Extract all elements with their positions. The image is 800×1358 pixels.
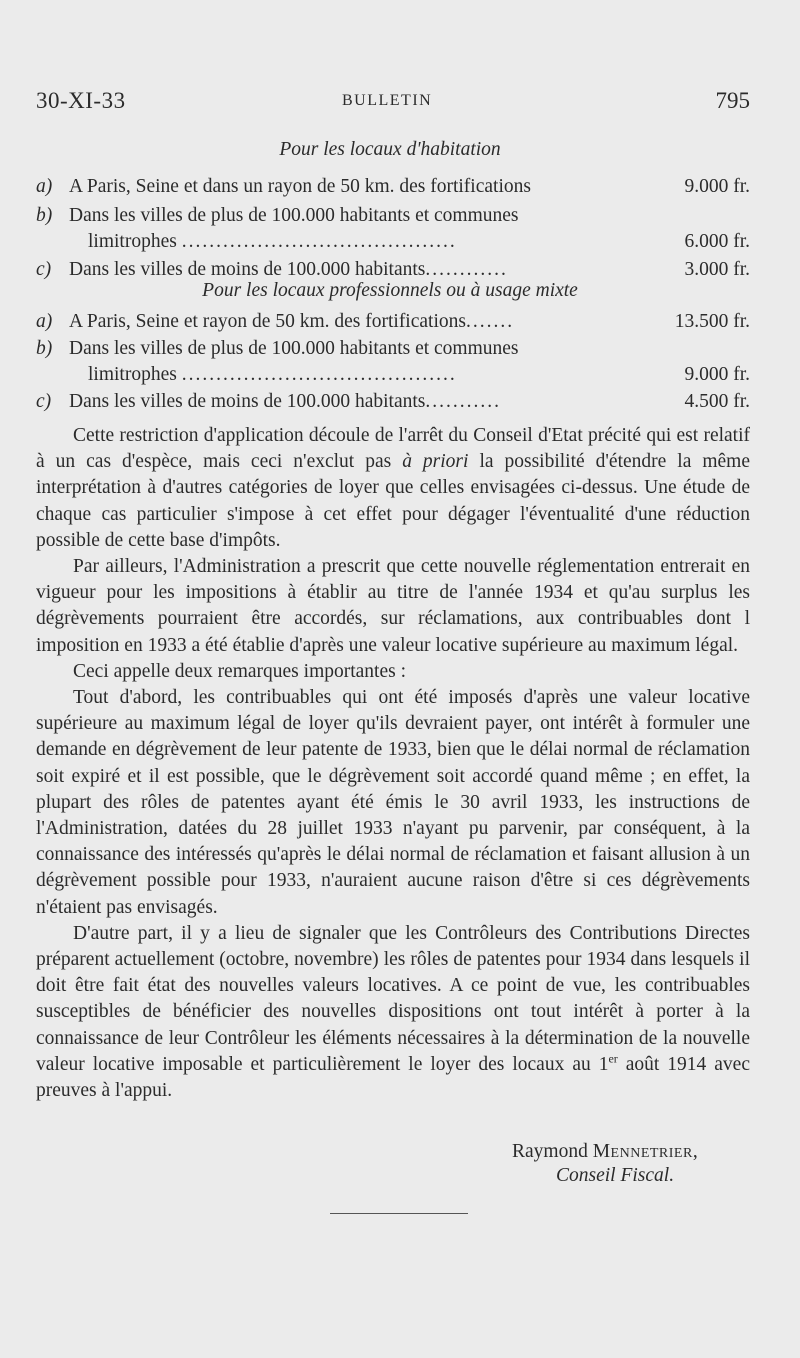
item-text: Dans les villes de moins de 100.000 habitants........... — [69, 391, 501, 412]
item-amount: 3.000 fr. — [684, 259, 750, 280]
item-letter: b) — [36, 205, 53, 226]
item-amount: 9.000 fr. — [684, 364, 750, 385]
item-text: Dans les villes de plus de 100.000 habitants et communes — [69, 338, 519, 359]
paragraph: Ceci appelle deux remarques importantes : — [73, 660, 407, 682]
page-number: 795 — [715, 88, 750, 113]
item-letter: c) — [36, 259, 52, 280]
section-title-habitation: Pour les locaux d'habitation — [279, 139, 501, 160]
item-text: Dans les villes de moins de 100.000 habitants............ — [69, 259, 508, 280]
item-text-continued: limitrophes ........................................ — [88, 364, 457, 385]
dot-leader: ....... — [465, 311, 515, 332]
dot-leader: ........... — [425, 391, 501, 412]
author-name: Raymond Mennetrier, — [512, 1141, 699, 1162]
issue-date: 30-XI-33 — [36, 88, 126, 113]
superscript: er — [608, 1051, 618, 1066]
item-amount: 13.500 fr. — [674, 311, 750, 332]
article-body — [36, 423, 750, 1104]
item-letter: a) — [36, 176, 53, 197]
item-amount: 6.000 fr. — [684, 231, 750, 252]
paragraph: Tout d'abord, les contribuables qui ont été imposés d'après une valeur locative supérieure au maximum légal de loyer qu'ils devraient payer, ont intérêt à formuler une demande en dégrèvement de leur patente de 1933, bien que le délai normal de réclamation soit expiré et il est possible, que le dégrèvement soit accordé quand même ; en effet, la plupart des rôles de patentes ayant été émis le 30 avril 1933, les instructions de l'Administration, datées du 28 juillet 1933 n'ayant pu parvenir, par conséquent, à la connaissance des intéressés qu'après le délai normal de réclamation et faisant allusion à un dégrèvement possible pour 1933, n'auraient aucune raison d'être si ces dégrèvements n'étaient pas envisagés. — [36, 687, 750, 918]
item-text: Dans les villes de plus de 100.000 habitants et communes — [69, 205, 519, 226]
publication-title: BULLETIN — [342, 92, 433, 109]
item-amount: 4.500 fr. — [684, 391, 750, 412]
item-letter: c) — [36, 391, 52, 412]
section-title-professionnels: Pour les locaux professionnels ou à usage mixte — [202, 280, 578, 301]
paragraph: D'autre part, il y a lieu de signaler que les Contrôleurs des Contributions Directes préparent actuellement (octobre, novembre) les rôles de patentes pour 1934 dans lesquels il doit être fait état des nouvelles valeurs locatives. A ce point de vue, les contribuables susceptibles de bénéficier des nouvelles dispositions ont tout intérêt à porter à la connaissance de leur Contrôleur les éléments nécessaires à la détermination de la nouvelle valeur locative imposable et particulièrement le loyer des locaux au 1er août 1914 avec preuves à l'appui. — [36, 922, 750, 1102]
item-text: A Paris, Seine et rayon de 50 km. des fortifications....... — [69, 311, 515, 332]
signature-block — [512, 1140, 698, 1188]
page-header — [36, 88, 750, 124]
italic-phrase: à priori — [402, 451, 469, 473]
item-text-continued: limitrophes ........................................ — [88, 231, 457, 252]
item-letter: a) — [36, 311, 53, 332]
closing-rule — [330, 1213, 468, 1214]
author-title: Conseil Fiscal. — [556, 1165, 675, 1186]
item-amount: 9.000 fr. — [684, 176, 750, 197]
paragraph: Par ailleurs, l'Administration a prescrit que cette nouvelle réglementation entrerait en vigueur pour les impositions à établir au titre de l'année 1934 et qu'au surplus les dégrèvements pourraient être accordés, sur réclamations, aux contribuables dont l imposition en 1933 a été établie d'après une valeur locative supérieure au maximum légal. — [36, 556, 750, 656]
dot-leader: ........................................ — [181, 231, 457, 252]
paragraph: Cette restriction d'application découle de l'arrêt du Conseil d'Etat précité qui est relatif à un cas d'espèce, mais ceci n'exclut pas à priori la possibilité d'étendre la même interprétation à d'autres catégories de loyer que celles envisagées ci-dessus. Une étude de chaque cas particulier s'impose à cet effet pour dégager l'éventualité d'une réduction possible de cette base d'impôts. — [36, 425, 751, 551]
item-letter: b) — [36, 338, 53, 359]
item-text: A Paris, Seine et dans un rayon de 50 km. des fortifications — [69, 176, 531, 197]
dot-leader: ........................................ — [181, 364, 457, 385]
dot-leader: ............ — [425, 259, 508, 280]
